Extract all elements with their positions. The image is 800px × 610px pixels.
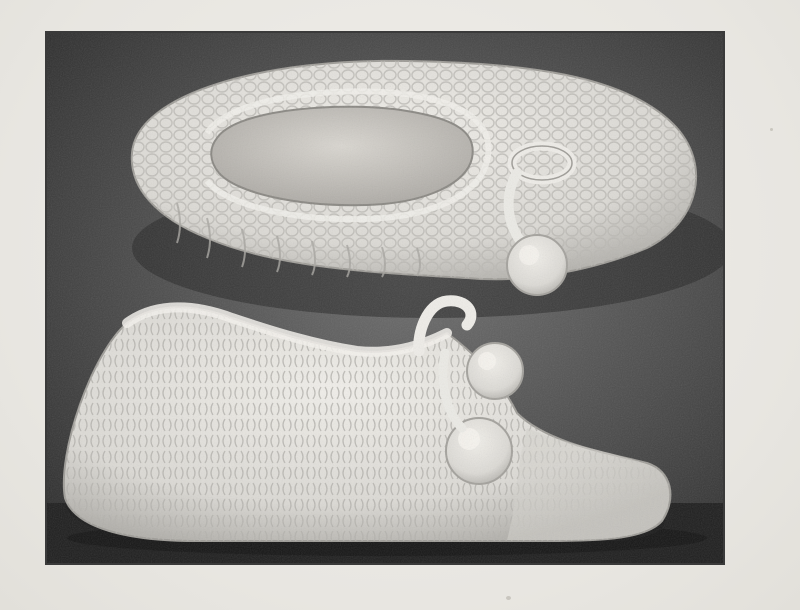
photo-plate [45, 31, 725, 565]
paper-speck [506, 596, 511, 600]
slippers-photograph [47, 33, 723, 563]
paper-speck [770, 128, 773, 131]
